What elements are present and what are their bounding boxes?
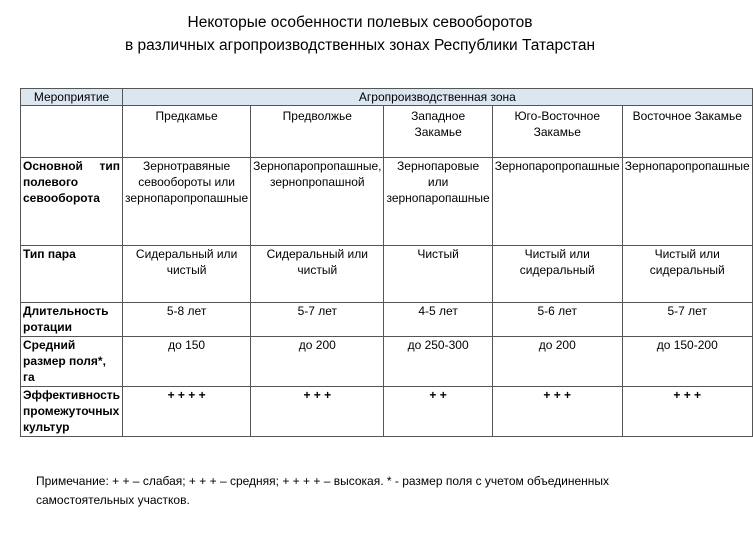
table-cell: до 200	[492, 337, 622, 387]
table-cell: до 150	[123, 337, 251, 387]
table-cell: Зернопаровые или зернопаропашные	[384, 158, 492, 246]
row-label	[21, 158, 123, 246]
table-cell: Сидеральный или чистый	[123, 246, 251, 303]
table-row	[21, 158, 753, 246]
header-measure: Мероприятие	[21, 89, 123, 106]
table-header-row	[21, 89, 753, 106]
table-cell: + + +	[251, 387, 384, 437]
table-cell: 5-7 лет	[622, 303, 752, 337]
table-row	[21, 337, 753, 387]
table-cell: 5-8 лет	[123, 303, 251, 337]
table-cell: + + +	[492, 387, 622, 437]
row-label: Длительность ротации	[21, 303, 123, 337]
table-cell: Зернопаропропашные, зернопропашной	[251, 158, 384, 246]
table-cell: + + + +	[123, 387, 251, 437]
zone-header: Восточное Закамье	[622, 106, 752, 158]
row-label: Эффективность промежуточных культур	[21, 387, 123, 437]
zone-header: Предволжье	[251, 106, 384, 158]
table-row	[21, 387, 753, 437]
table-cell: 4-5 лет	[384, 303, 492, 337]
table-cell: Чистый	[384, 246, 492, 303]
table-cell: до 150-200	[622, 337, 752, 387]
zone-header: Западное Закамье	[384, 106, 492, 158]
table-row	[21, 246, 753, 303]
crop-rotation-table	[20, 88, 753, 437]
row-label: Средний размер поля*, га	[21, 337, 123, 387]
footnote: Примечание: + + – слабая; + + + – средняя; + + + + – высокая. * - размер поля с учетом объединенных самостоятельных участков.	[36, 474, 610, 507]
header-zone: Агропроизводственная зона	[123, 89, 753, 106]
table-cell: Зернопаропропашные	[492, 158, 622, 246]
row-label-part: тип	[99, 159, 121, 173]
table-subheader-row	[21, 106, 753, 158]
page-title-line-2: в различных агропроизводственных зонах Республики Татарстан	[124, 37, 596, 54]
zone-header: Юго-Восточное Закамье	[492, 106, 622, 158]
zone-header: Предкамье	[123, 106, 251, 158]
page-title-line-1: Некоторые особенности полевых севооборотов	[187, 14, 533, 31]
table-cell: + +	[384, 387, 492, 437]
table-cell: Чистый или сидеральный	[622, 246, 752, 303]
table-cell: + + +	[622, 387, 752, 437]
table-cell: Зернотравяные севообороты или зернопаропропашные	[123, 158, 251, 246]
table-cell: Зернопаропропашные	[622, 158, 752, 246]
row-label-part: Основной	[23, 159, 83, 173]
table-cell: 5-6 лет	[492, 303, 622, 337]
row-label: Тип пара	[21, 246, 123, 303]
table-cell: Сидеральный или чистый	[251, 246, 384, 303]
table-cell: Чистый или сидеральный	[492, 246, 622, 303]
table-cell: 5-7 лет	[251, 303, 384, 337]
table-row	[21, 303, 753, 337]
table-cell: до 200	[251, 337, 384, 387]
row-label-part: полевого севооборота	[23, 175, 100, 205]
table-cell: до 250-300	[384, 337, 492, 387]
header-measure-spacer	[21, 106, 123, 158]
